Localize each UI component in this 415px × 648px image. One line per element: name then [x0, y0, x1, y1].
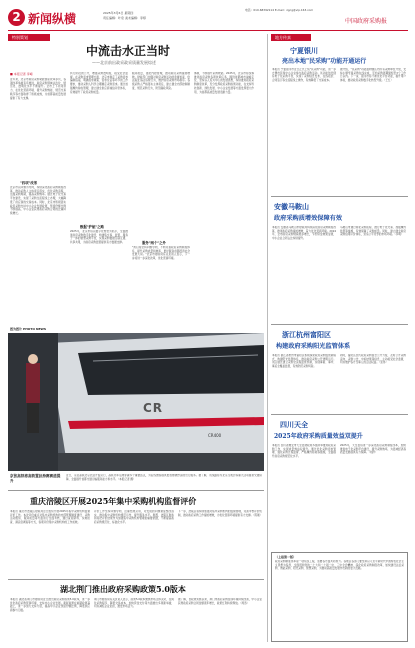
a4-col1 — [272, 444, 336, 548]
b2-col2-text: 荆门市财政局有关负责人表示，政策5.0版本聚焦市场主体关切，在简化采购程序、降低交易成本、加快资金支付等方面推出多项新举措，切实减轻企业负担，激发市场活力。 — [94, 598, 174, 609]
a2-col2-text: 马鞍山市通过简化采购流程、推行电子化交易、加强履约监管等措施，有效保障了采购质量。同时，建立健全政府采购信用评价体系，营造公平竞争的市场环境。（李明） — [340, 226, 406, 237]
photo-caption — [66, 474, 262, 488]
lead-col1-subhead: "四项"改革 — [20, 181, 38, 185]
b1-col2-text: 评价工作坚持问题导向，注重结果运用，对发现的问题督促整改落实，推动集中采购机构规范运作、提升服务水平。据悉，涪陵区财政局将把评价结果作为加强集中采购机构管理的重要依据，不断提高政府采购规范化、标准化水平。 — [94, 510, 174, 525]
lead-col1-text2: 北京市以问题为导向，持续深化政府采购制度改革，推动采购人主体责任落实，优化采购流程，压缩采购周期，提高采购效率。通过电子化交易平台建设，实现了采购全流程线上办理，大幅降低了供应商的交易成本。同时，北京市积极落实政府采购支持中小企业发展政策，预留份额比例不断提高，中小企业获得政府采购合同的比重持续增长。 — [10, 186, 66, 215]
a4-col2-text: 2025年，天全县将进一步深化政府采购制度改革，加快推进电子化采购平台建设，提升采购效率，为县域经济高质量发展提供有力保障。（刘洋） — [340, 444, 406, 455]
a4-subheadline: 2025年政府采购质量效益双提升 — [274, 433, 363, 440]
lead-col3-subhead: 服务"两个"之外 — [142, 241, 166, 245]
lead-col1-b — [10, 186, 66, 324]
continuation-text: 政府采购制度改革是一项系统工程，需要各方面共同努力。各地区各部门要坚持以习近平新时代中国特色社会主义思想为指导，全面贯彻党的二十大和二十届二中、三中全会精神，深化政府采购制度改革，加快建设法治采购、效能采购、阳光采购、智慧采购，为推动高质量发展作出新的更大贡献。 — [275, 560, 404, 571]
editor: 责任编辑：叶泉 — [103, 16, 125, 20]
lead-col1-text: 近年来，北京市政府采购紧跟国家改革步伐，各项改革举措有序推进，政府采购领域法治化、规范化、透明化水平不断提升。全市上下共同努力，在优化营商环境、提升采购效能、规范交易秩序等方面取得了积极成效，为首都高质量发展提供了有力支撑。 — [10, 78, 66, 100]
a1-col2-text: 据介绍，"民采购"功能面向辖区内所有采购单位开放，支持小额零星采购在线完成，平均采购周期缩短至3个工作日以内。下一步，银川市将不断优化平台功能，提升用户体验，推动政府采购数字化转型升级。（王红） — [340, 68, 406, 83]
continuation-box — [271, 552, 408, 642]
section-tag-right: 地方传真 — [271, 34, 311, 41]
a1-headline: 宁夏银川 — [290, 46, 318, 55]
lead-col1 — [10, 78, 66, 178]
b1-col3 — [178, 510, 262, 576]
left-bottom-rule — [8, 490, 264, 491]
lead-col3-text2: "我们将坚持问题导向，不断完善政府采购制度体系，提升采购质量和效率，更好服务首都经济社会发展大局。"北京市财政局有关负责人表示，下一步将进一步深化改革，优化营商环境。 — [132, 246, 190, 261]
b1-headline: 重庆涪陵区开展2025年集中采购机构监督评价 — [30, 496, 197, 506]
bottom-mid-rule — [8, 579, 264, 580]
b2-col1 — [10, 598, 90, 642]
designer: 美术编辑：李婷 — [124, 16, 146, 20]
a2-rule — [271, 324, 408, 325]
date: 2025年3月6日 — [103, 11, 124, 15]
lead-col2-text: 执行阶段的公开，增强采购透明度，接受社会监督。在采购需求管理方面，北京市制定了采购需求编制指南，明确需求调查、需求论证等环节的工作要求，推动采购人科学合理确定采购需求。通过加强履约验收管理，建立健全供应商诚信评价体系，有效提升了政府采购质量。 — [70, 72, 128, 94]
b1-col1 — [10, 510, 90, 576]
a1-col1-text: 本报讯 宁夏银川市近日正式上线"民采购"功能，进一步方便市民和中小企业参与政府采购活动。该功能依托现有电子化采购平台，实现了采购信息发布、在线报价、合同签订等全流程线上操作，有效降低了交易成本。 — [272, 68, 336, 83]
issue-date — [103, 11, 133, 15]
weekday: 星期四 — [124, 11, 134, 15]
lead-col4 — [194, 72, 254, 324]
lead-col3-b — [132, 246, 190, 324]
lead-headline: 中流击水正当时 — [86, 44, 171, 58]
a2-subheadline: 政府采购质增效保障有效 — [274, 215, 343, 222]
paper-logo: 中国政府采购报 — [345, 18, 388, 25]
lead-col2-subhead: 数据"护航"之路 — [80, 225, 104, 229]
lead-col4-text: 体制，不断提升采购效能。2025年，北京市将统筹推进政府采购各项改革任务，围绕首都城市战略定位，坚持以人民为中心的发展思想，持续推进政府采购制度改革，充分发挥政府采购政策功能，在支持科技创新、绿色发展、中小企业发展等方面发挥更大作用，为首都高质量发展贡献力量。 — [194, 72, 254, 94]
a2-col1-text: 本报讯 安徽省马鞍山市财政局持续深化政府采购制度改革，推进政府采购提质增效，着力优化营商环境。2024年，全市政府采购规模稳步增长，节约资金效果显著，中小企业合同占比持续提升。 — [272, 226, 336, 241]
a1-col1 — [272, 68, 336, 192]
a3-col2-text: 同时，富阳区加大政府采购信息公开力度，及时公开采购意向、采购公告、中标结果等信息，主动接受社会监督，切实维护各方当事人的合法权益。（张伟） — [340, 354, 406, 365]
a3-subheadline: 构建政府采购阳光监管体系 — [276, 343, 351, 350]
section-title: 新闻纵横 — [28, 12, 77, 26]
b2-col3-text: 据了解，自政策实施以来，荆门市政府采购营商环境持续改善，中小企业获得政府采购合同金额逐年增长，政策红利持续释放。（周涛） — [178, 598, 262, 605]
train-logo: CR — [143, 401, 164, 415]
a2-headline: 安徽马鞍山 — [274, 202, 309, 211]
column-divider — [267, 34, 268, 642]
a3-col1 — [272, 354, 336, 412]
train-photo — [8, 333, 264, 471]
a1-col2 — [340, 68, 406, 192]
lead-col2-text2: 2025年，北京市将以数字化转型为抓手，全面推进政府采购数字化建设，构建集交易、监管、服务于一体的智慧采购平台，实现采购数据互联互通、共享共用，为政府采购监管提供有力数据支撑。 — [70, 230, 128, 245]
a3-headline: 浙江杭州富阳区 — [282, 330, 331, 339]
photo-credit: 图为图片 PHOTO NEWS — [10, 327, 46, 331]
b2-col2 — [94, 598, 174, 642]
issue-editors — [103, 16, 146, 20]
a4-col1-text: 本报讯 四川省雅安市天全县财政局多措并举推进政府采购工作，实现质量效益双提升。通过优化采购需求管理、强化采购过程监督、严格履约验收等措施，全面提升政府采购规范化水平。 — [272, 444, 336, 459]
b1-col1-text: 本报讯 重庆市涪陵区财政局近日组织开展2025年集中采购机构监督评价工作。本次评价重点对集中采购机构的内部管理制度建设、采购活动组织、服务质量等方面进行全面考核，通过查阅资料、实地检查、满意度调查等方式，客观评价集中采购机构的工作质效。 — [10, 510, 90, 525]
b2-col1-text: 本报讯 湖北省荆门市财政局近日推出政府采购政策5.0版本，进一步优化政府采购营商环境，支持中小企业发展。新版政策在前期政策基础上，进一步加大支持力度，提高中小企业预留份额比例，降低供应商参与门槛。 — [10, 598, 90, 613]
lead-col3-text: 服务质量，强化内控管理，推动政府采购提质增效。财政部门加强对政府采购活动的监督检查，依法查处违法违规行为，维护政府采购市场秩序。各级采购人严格落实主体责任，建立健全内部控制制度，规范采购行为，防范廉政风险。 — [132, 72, 190, 90]
a3-col2 — [340, 354, 406, 412]
b1-col2 — [94, 510, 174, 576]
header-contact: 电话：010-68392114 E-mail：zgcg@vip.163.com — [245, 8, 314, 12]
train-illustration — [8, 333, 264, 471]
a4-headline: 四川天全 — [280, 420, 308, 429]
lead-col2-b — [70, 230, 128, 324]
lead-byline: ■ 本报记者 李峰 — [10, 72, 33, 76]
header-rule — [8, 30, 408, 31]
section-tag-left: 特别策划 — [8, 34, 50, 41]
lead-col3 — [132, 72, 190, 238]
b2-headline: 湖北荆门推出政府采购政策5.0版本 — [60, 584, 186, 594]
train-model: CR400 — [208, 433, 222, 438]
photo-caption-title: 京张高铁将高铁置扶持赛赛道提升 — [10, 474, 61, 483]
b1-col3-text: 下一步，涪陵区将持续加强对集中采购机构的监督管理，完善考核评价机制，推动政府采购工作提质增效，为优化营商环境提供有力支撑。（陈刚） — [178, 510, 262, 517]
lead-subtitle: ——北京前出政采政采质量发展综述 — [92, 60, 156, 65]
lead-col2 — [70, 72, 128, 222]
a4-col2 — [340, 444, 406, 548]
masthead — [8, 8, 208, 30]
b2-col3 — [178, 598, 262, 642]
continuation-title: （上接第一版） — [275, 555, 297, 559]
circle-badge-icon: 2 — [8, 9, 25, 26]
a1-rule — [271, 196, 408, 197]
a2-col2 — [340, 226, 406, 320]
a3-rule — [271, 414, 408, 415]
a3-col1-text: 本报讯 浙江省杭州市富阳区积极探索政府采购监管新模式，构建阳光监管体系，推动政府采购公开透明运行。该区通过建立采购全流程监管机制，实现事前、事中、事后全覆盖监管，有效防范采购风险。 — [272, 354, 336, 369]
a2-col1 — [272, 226, 336, 320]
photo-caption-text: 近日，京张高铁北京北站开始运行，高铁列车沿途穿越多个重要站点，为沿线旅客提供更加便捷舒适的出行服务。据了解，该线路将为北京冬奥会等重大活动提供交通保障，全面提升首都交通运输服务能力和水平。（本报记者 摄） — [66, 474, 262, 481]
a1-subheadline: 亮出本地"民采购"功能开通运行 — [282, 58, 367, 65]
